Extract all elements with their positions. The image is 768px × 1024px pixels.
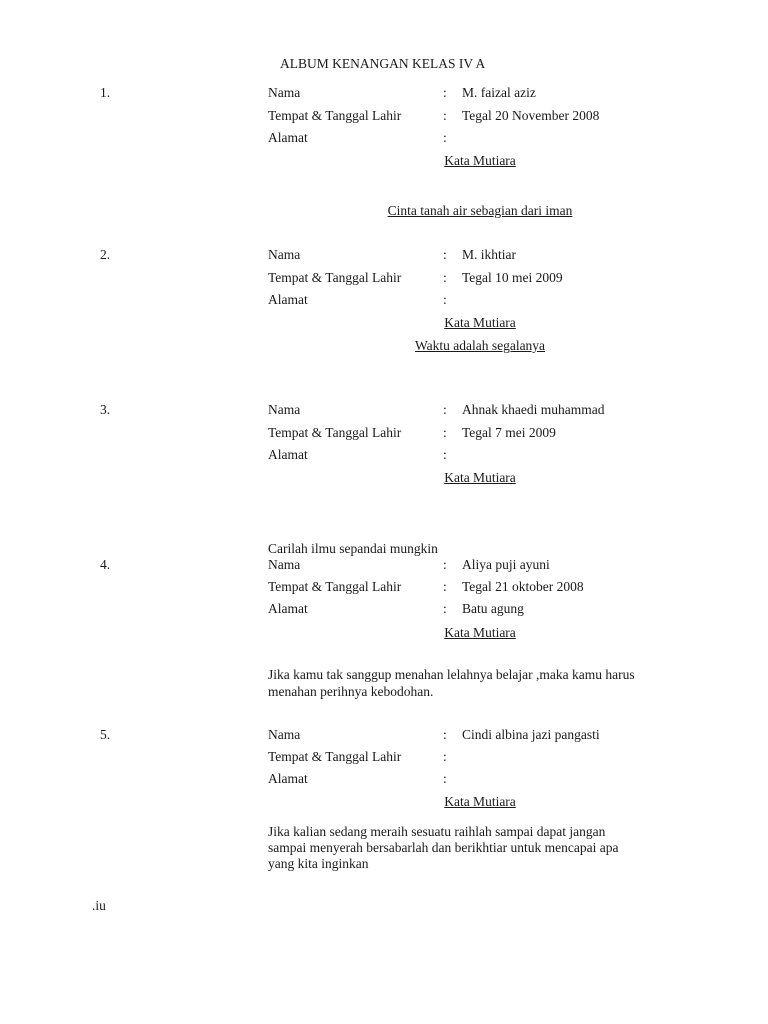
colon: : [443,557,447,572]
name-label: Nama [268,247,301,262]
colon: : [443,247,447,262]
name-value: Aliya puji ayuni [462,557,550,572]
footer-text: .iu [92,898,106,913]
quote-text-line-1: Jika kalian sedang meraih sesuatu raihlah sampai dapat jangan [268,824,606,839]
birth-label: Tempat & Tanggal Lahir [268,579,402,594]
birth-label: Tempat & Tanggal Lahir [268,108,402,123]
address-label: Alamat [268,601,308,616]
quote-text: Waktu adalah segalanya [414,338,546,353]
quote-heading: Kata Mutiara [444,470,516,485]
name-value: Cindi albina jazi pangasti [462,727,600,742]
quote-text-line-1: Jika kamu tak sanggup menahan lelahnya belajar ,maka kamu harus [268,667,635,682]
address-label: Alamat [268,447,308,462]
entry-number: 1. [100,85,111,100]
quote-text-line-2: sampai menyerah bersabarlah dan berikhtiar untuk mencapai apa [268,840,619,855]
name-value: M. faizal aziz [462,85,536,100]
birth-value: Tegal 20 November 2008 [462,108,600,123]
birth-label: Tempat & Tanggal Lahir [268,270,402,285]
birth-value: Tegal 21 oktober 2008 [462,579,584,594]
quote-heading: Kata Mutiara [444,794,516,809]
colon: : [443,108,447,123]
name-value: Ahnak khaedi muhammad [462,402,605,417]
name-label: Nama [268,85,301,100]
birth-label: Tempat & Tanggal Lahir [268,425,402,440]
colon: : [443,402,447,417]
birth-label: Tempat & Tanggal Lahir [268,749,402,764]
colon: : [443,447,447,462]
quote-text-line-2: menahan perihnya kebodohan. [268,684,434,699]
colon: : [443,425,447,440]
entry-number: 5. [100,727,111,742]
name-label: Nama [268,727,301,742]
colon: : [443,270,447,285]
colon: : [443,727,447,742]
entry-number: 2. [100,247,111,262]
entry-number: 4. [100,557,111,572]
entry-number: 3. [100,402,111,417]
quote-heading: Kata Mutiara [444,315,516,330]
quote-text: Carilah ilmu sepandai mungkin [268,541,438,556]
colon: : [443,749,447,764]
birth-value: Tegal 7 mei 2009 [462,425,556,440]
colon: : [443,771,447,786]
name-label: Nama [268,557,301,572]
colon: : [443,85,447,100]
quote-text: Cinta tanah air sebagian dari iman [387,203,573,218]
quote-text-line-3: yang kita inginkan [268,856,369,871]
address-label: Alamat [268,130,308,145]
colon: : [443,601,447,616]
page-title: ALBUM KENANGAN KELAS IV A [280,56,486,71]
birth-value: Tegal 10 mei 2009 [462,270,563,285]
address-label: Alamat [268,771,308,786]
name-value: M. ikhtiar [462,247,516,262]
colon: : [443,292,447,307]
colon: : [443,130,447,145]
colon: : [443,579,447,594]
address-label: Alamat [268,292,308,307]
quote-heading: Kata Mutiara [444,625,516,640]
quote-heading: Kata Mutiara [444,153,516,168]
name-label: Nama [268,402,301,417]
address-value: Batu agung [462,601,524,616]
